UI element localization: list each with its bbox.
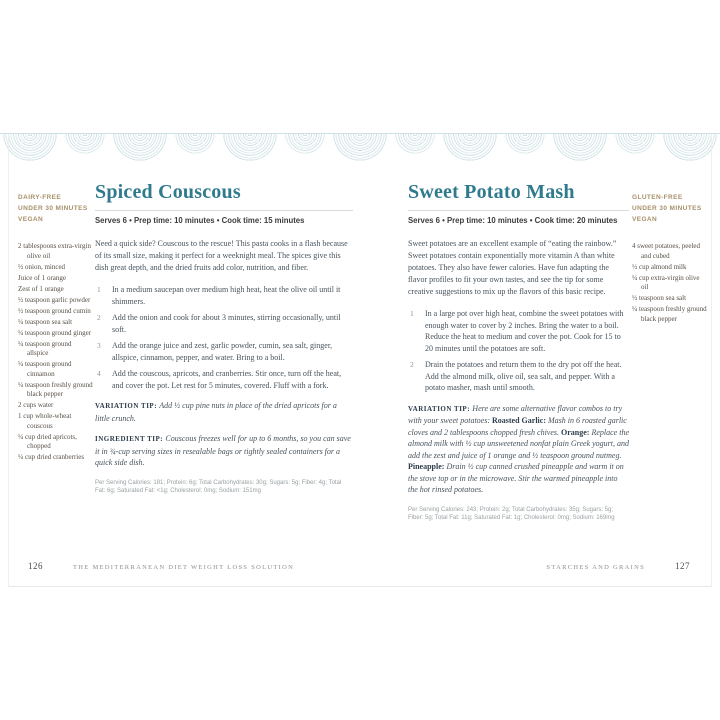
- recipe-intro: Sweet potatoes are an excellent example of “eating the rainbow.” Sweet potatoes contain exponentially more vitamin A than white potatoes. They also have fewer calories. Have fun adapting the flavor profiles to fit your own tastes, and see the tip for some creative suggestions to mix up the flavors of this basic recipe.: [408, 239, 617, 296]
- ingredient-item: ¼ cup dried apricots, chopped: [18, 432, 77, 450]
- ingredient-tip: [95, 433, 353, 469]
- ingredient-item: 2 tablespoons extra-virgin olive oil: [18, 242, 91, 260]
- tip-text-segment: Couscous freezes well for up to 6 months, so you can save it in ¾-cup serving sizes in resealable bags or tightly sealed containers for a quick side dish.: [95, 434, 351, 467]
- left-diet-tags: [18, 192, 94, 225]
- tip-text-segment: Orange:: [561, 427, 592, 437]
- page-number: 126: [28, 561, 43, 571]
- page-number: 127: [675, 561, 690, 571]
- step-item: Add the onion and cook for about 3 minutes, stirring occasionally, until soft.: [112, 313, 341, 334]
- nutrition-info: Per Serving Calories: 243; Protein: 2g; Total Carbohydrates: 35g; Sugars: 5g; Fiber: 5g; Total Fat: 11g; Saturated Fat: 1g; Cholesterol: 0mg; Sodium: 169mg: [408, 506, 615, 521]
- ingredient-item: ¼ teaspoon freshly ground black pepper: [632, 305, 707, 323]
- ingredient-item: ½ teaspoon sea salt: [632, 294, 687, 302]
- right-recipe-sidebar: [632, 192, 708, 326]
- diet-tag: GLUTEN-FREE: [632, 194, 683, 201]
- recipe-meta: Serves 6 • Prep time: 10 minutes • Cook time: 15 minutes: [95, 216, 305, 225]
- ingredient-item: ¼ cup dried cranberries: [18, 453, 85, 461]
- step-item: In a medium saucepan over medium high heat, heat the olive oil until it shimmers.: [112, 285, 341, 306]
- ingredient-item: ½ onion, minced: [18, 262, 66, 271]
- tip-text-segment: Replace the almond milk with ½ cup unsweetened nonfat plain Greek yogurt, and add the zest and juice of 1 orange and ½ teaspoon ground nutmeg.: [408, 427, 630, 460]
- ingredient-item: ¼ teaspoon ground cinnamon: [18, 360, 72, 378]
- ingredient-item: ½ teaspoon garlic powder: [18, 295, 91, 304]
- title-divider: [95, 210, 353, 211]
- recipe-title: Spiced Couscous: [95, 181, 241, 203]
- tip-text-segment: Add ½ cup pine nuts in place of the dried apricots for a little crunch.: [95, 401, 337, 423]
- left-step-list: [95, 284, 353, 391]
- left-ingredient-list: [18, 242, 94, 463]
- step-item: Add the orange juice and zest, garlic powder, cumin, sea salt, ginger, allspice, cinnamon, pepper, and water. Bring to a boil.: [112, 341, 333, 362]
- running-head: STARCHES AND GRAINS: [546, 564, 645, 571]
- ingredient-item: Zest of 1 orange: [18, 284, 64, 293]
- tip-text-segment: Pineapple:: [408, 462, 447, 471]
- tip-text-segment: VARIATION TIP:: [408, 404, 473, 413]
- ingredient-item: ½ teaspoon ground cumin: [18, 306, 91, 315]
- ingredient-item: ¼ teaspoon ground ginger: [18, 328, 92, 337]
- step-item: Add the couscous, apricots, and cranberries. Stir once, turn off the heat, and cover the pot. Let rest for 5 minutes, covered. Fluff with a fork.: [112, 369, 342, 390]
- ingredient-item: ½ cup almond milk: [632, 262, 687, 271]
- right-diet-tags: [632, 192, 708, 225]
- tip-text-segment: Here are some alternative flavor combos to try with your sweet potatoes:: [408, 403, 623, 425]
- ingredient-item: 1 cup whole-wheat couscous: [18, 412, 72, 430]
- recipe-meta: Serves 6 • Prep time: 10 minutes • Cook time: 20 minutes: [408, 216, 618, 225]
- tip-text-segment: Mash in 6 roasted garlic cloves and 2 tablespoons chopped fresh chives.: [408, 416, 627, 437]
- running-head: THE MEDITERRANEAN DIET WEIGHT LOSS SOLUTION: [73, 564, 295, 571]
- ingredient-item: 2 cups water: [18, 401, 54, 409]
- nutrition-info: Per Serving Calories: 181; Protein: 6g; Total Carbohydrates: 30g; Sugars: 5g; Fiber: 4g; Total Fat: 6g; Saturated Fat: <1g; Cholesterol: 0mg; Sodium: 151mg: [95, 479, 342, 494]
- variation-tip: [95, 400, 353, 424]
- tip-text-segment: Roasted Garlic:: [492, 416, 548, 425]
- step-item: Drain the potatoes and return them to the dry pot off the heat. Add the almond milk, olive oil, sea salt, and pepper. With a potato masher, mash until smooth.: [425, 360, 622, 392]
- diet-tag: VEGAN: [632, 216, 658, 223]
- left-recipe-sidebar: [18, 192, 94, 464]
- ingredient-item: Juice of 1 orange: [18, 273, 67, 282]
- right-recipe: [408, 180, 629, 522]
- step-item: In a large pot over high heat, combine the sweet potatoes with enough water to cover by 2 inches. Bring the water to a boil. Reduce the heat to medium and cover the pot. Cook for 15 to 20 minutes until the potatoes are soft.: [425, 309, 624, 353]
- left-recipe: [95, 180, 353, 495]
- variation-tip: [408, 403, 629, 496]
- tip-text-segment: VARIATION TIP:: [95, 402, 160, 410]
- ingredient-item: ¼ teaspoon sea salt: [18, 317, 73, 326]
- ingredient-item: 4 sweet potatoes, peeled and cubed: [632, 242, 701, 260]
- ingredient-item: ¼ teaspoon ground allspice: [18, 339, 72, 357]
- ingredient-item: ¼ cup extra-virgin olive oil: [632, 273, 700, 291]
- tip-text-segment: Drain ½ cup canned crushed pineapple and warm it on the stove top or in the microwave. Stir the warmed pineapple into the hot rinsed potatoes.: [408, 462, 624, 494]
- right-page-footer: [546, 556, 690, 574]
- diet-tag: UNDER 30 MINUTES: [18, 205, 88, 212]
- ingredient-item: ¼ teaspoon freshly ground black pepper: [18, 380, 93, 398]
- recipe-intro: Need a quick side? Couscous to the rescue! This pasta cooks in a flash because of its small size, making it perfect for a weeknight meal. The spices give this dish great depth, and the dried fruits add color, nutrition, and fiber.: [95, 239, 348, 272]
- right-ingredient-list: [632, 242, 708, 324]
- title-divider: [408, 210, 629, 211]
- left-page-footer: [28, 556, 294, 574]
- recipe-title: Sweet Potato Mash: [408, 181, 575, 203]
- right-step-list: [408, 308, 629, 394]
- diet-tag: DAIRY-FREE: [18, 194, 62, 201]
- diet-tag: VEGAN: [18, 216, 44, 223]
- tip-text-segment: INGREDIENT TIP:: [95, 435, 166, 443]
- diet-tag: UNDER 30 MINUTES: [632, 205, 702, 212]
